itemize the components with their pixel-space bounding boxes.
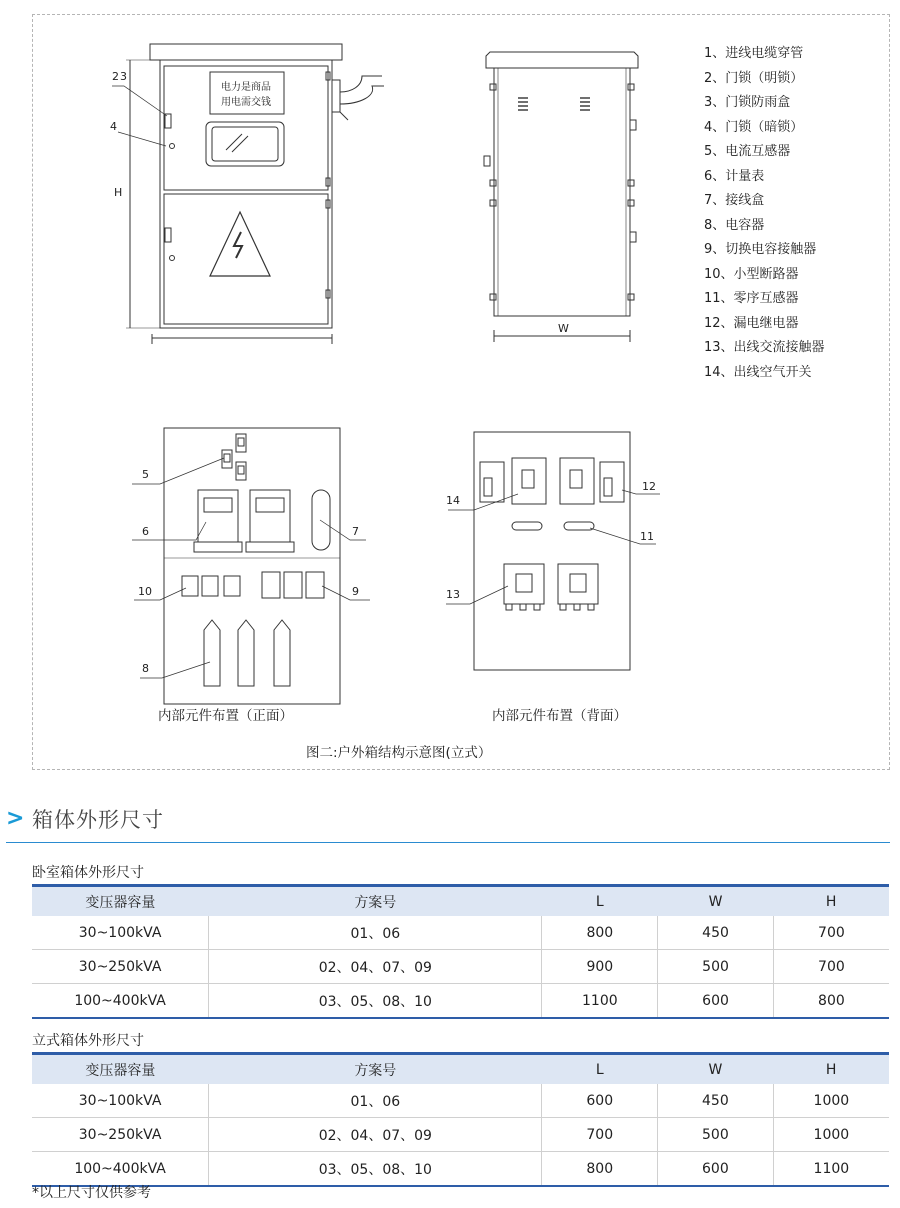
legend-item: 8、电容器	[704, 217, 765, 233]
dim-w-label: W	[558, 322, 569, 335]
footnote: *以上尺寸仅供参考	[32, 1185, 151, 1201]
cell: 500	[658, 950, 774, 984]
side-view-cabinet	[484, 52, 638, 342]
cell: 1100	[773, 1152, 889, 1187]
legend-item: 4、门锁（暗锁）	[704, 119, 804, 135]
callout-9: 9	[352, 585, 359, 598]
dim-h-label: H	[114, 186, 123, 199]
col-header: W	[658, 1054, 774, 1085]
callout-3: 3	[120, 70, 127, 83]
col-header: 方案号	[209, 1054, 542, 1085]
cell: 30~100kVA	[32, 1084, 209, 1118]
cell: 450	[658, 916, 774, 950]
cell: 700	[542, 1118, 658, 1152]
cell: 100~400kVA	[32, 984, 209, 1019]
section-arrow-icon: >	[6, 806, 25, 831]
cell: 30~100kVA	[32, 916, 209, 950]
table-row	[32, 916, 889, 950]
callout-14: 14	[446, 494, 460, 507]
legend-item: 6、计量表	[704, 168, 765, 184]
cell: 01、06	[209, 1084, 542, 1118]
legend-item: 7、接线盒	[704, 193, 765, 208]
table-header-row	[32, 1054, 889, 1085]
cell: 1000	[773, 1118, 889, 1152]
legend-item: 9、切换电容接触器	[704, 242, 817, 257]
table-row	[32, 1118, 889, 1152]
door-sign-line1: 电力是商品	[221, 82, 271, 93]
col-header: L	[542, 1054, 658, 1085]
legend-item: 14、出线空气开关	[704, 364, 812, 380]
callout-5: 5	[142, 468, 149, 481]
cell: 800	[542, 916, 658, 950]
cell: 900	[542, 950, 658, 984]
cell: 100~400kVA	[32, 1152, 209, 1187]
cell: 02、04、07、09	[209, 950, 542, 984]
legend-item: 2、门锁（明锁）	[704, 70, 804, 86]
table-title-horizontal: 卧室箱体外形尺寸	[32, 865, 144, 881]
dimensions-table-horizontal	[32, 884, 889, 1019]
cell: 03、05、08、10	[209, 984, 542, 1019]
callout-12: 12	[642, 480, 656, 493]
table-row	[32, 950, 889, 984]
legend-item: 3、门锁防雨盒	[704, 95, 791, 110]
callout-4: 4	[110, 120, 117, 133]
callout-11: 11	[640, 530, 654, 543]
cell: 450	[658, 1084, 774, 1118]
table-row	[32, 1084, 889, 1118]
cell: 700	[773, 950, 889, 984]
callout-6: 6	[142, 525, 149, 538]
legend-item: 1、进线电缆穿管	[704, 46, 804, 61]
callout-13: 13	[446, 588, 460, 601]
table-row	[32, 984, 889, 1019]
cell: 30~250kVA	[32, 1118, 209, 1152]
legend-item: 5、电流互感器	[704, 144, 791, 159]
inner-back-panel	[446, 432, 660, 670]
callout-2: 2	[112, 70, 119, 83]
figure-caption: 图二:户外箱结构示意图(立式）	[306, 745, 492, 761]
table-header-row	[32, 886, 889, 917]
caption-inner-back: 内部元件布置（背面）	[492, 708, 627, 724]
cell: 1000	[773, 1084, 889, 1118]
cell: 600	[542, 1084, 658, 1118]
col-header: W	[658, 886, 774, 917]
cell: 700	[773, 916, 889, 950]
callout-7: 7	[352, 525, 359, 538]
cell: 01、06	[209, 916, 542, 950]
legend-item: 11、零序互感器	[704, 291, 799, 306]
table-title-vertical: 立式箱体外形尺寸	[32, 1033, 144, 1049]
cell: 600	[658, 1152, 774, 1187]
table-row	[32, 1152, 889, 1187]
inner-front-panel	[132, 428, 370, 704]
cell: 02、04、07、09	[209, 1118, 542, 1152]
cell: 800	[542, 1152, 658, 1187]
section-title: 箱体外形尺寸	[32, 808, 164, 832]
col-header: L	[542, 886, 658, 917]
col-header: H	[773, 886, 889, 917]
callout-10: 10	[138, 585, 152, 598]
cell: 30~250kVA	[32, 950, 209, 984]
component-legend	[704, 42, 825, 385]
caption-inner-front: 内部元件布置（正面）	[158, 708, 293, 724]
cell: 500	[658, 1118, 774, 1152]
door-sign-line2: 用电需交钱	[221, 97, 271, 108]
legend-item: 13、出线交流接触器	[704, 340, 825, 355]
cell: 600	[658, 984, 774, 1019]
section-header	[6, 804, 890, 843]
col-header: 变压器容量	[32, 1054, 209, 1085]
dimensions-table-vertical	[32, 1052, 889, 1187]
cell: 800	[773, 984, 889, 1019]
col-header: H	[773, 1054, 889, 1085]
col-header: 方案号	[209, 886, 542, 917]
legend-item: 12、漏电继电器	[704, 315, 799, 331]
callout-8: 8	[142, 662, 149, 675]
cell: 1100	[542, 984, 658, 1019]
cell: 03、05、08、10	[209, 1152, 542, 1187]
col-header: 变压器容量	[32, 886, 209, 917]
legend-item: 10、小型断路器	[704, 266, 799, 282]
